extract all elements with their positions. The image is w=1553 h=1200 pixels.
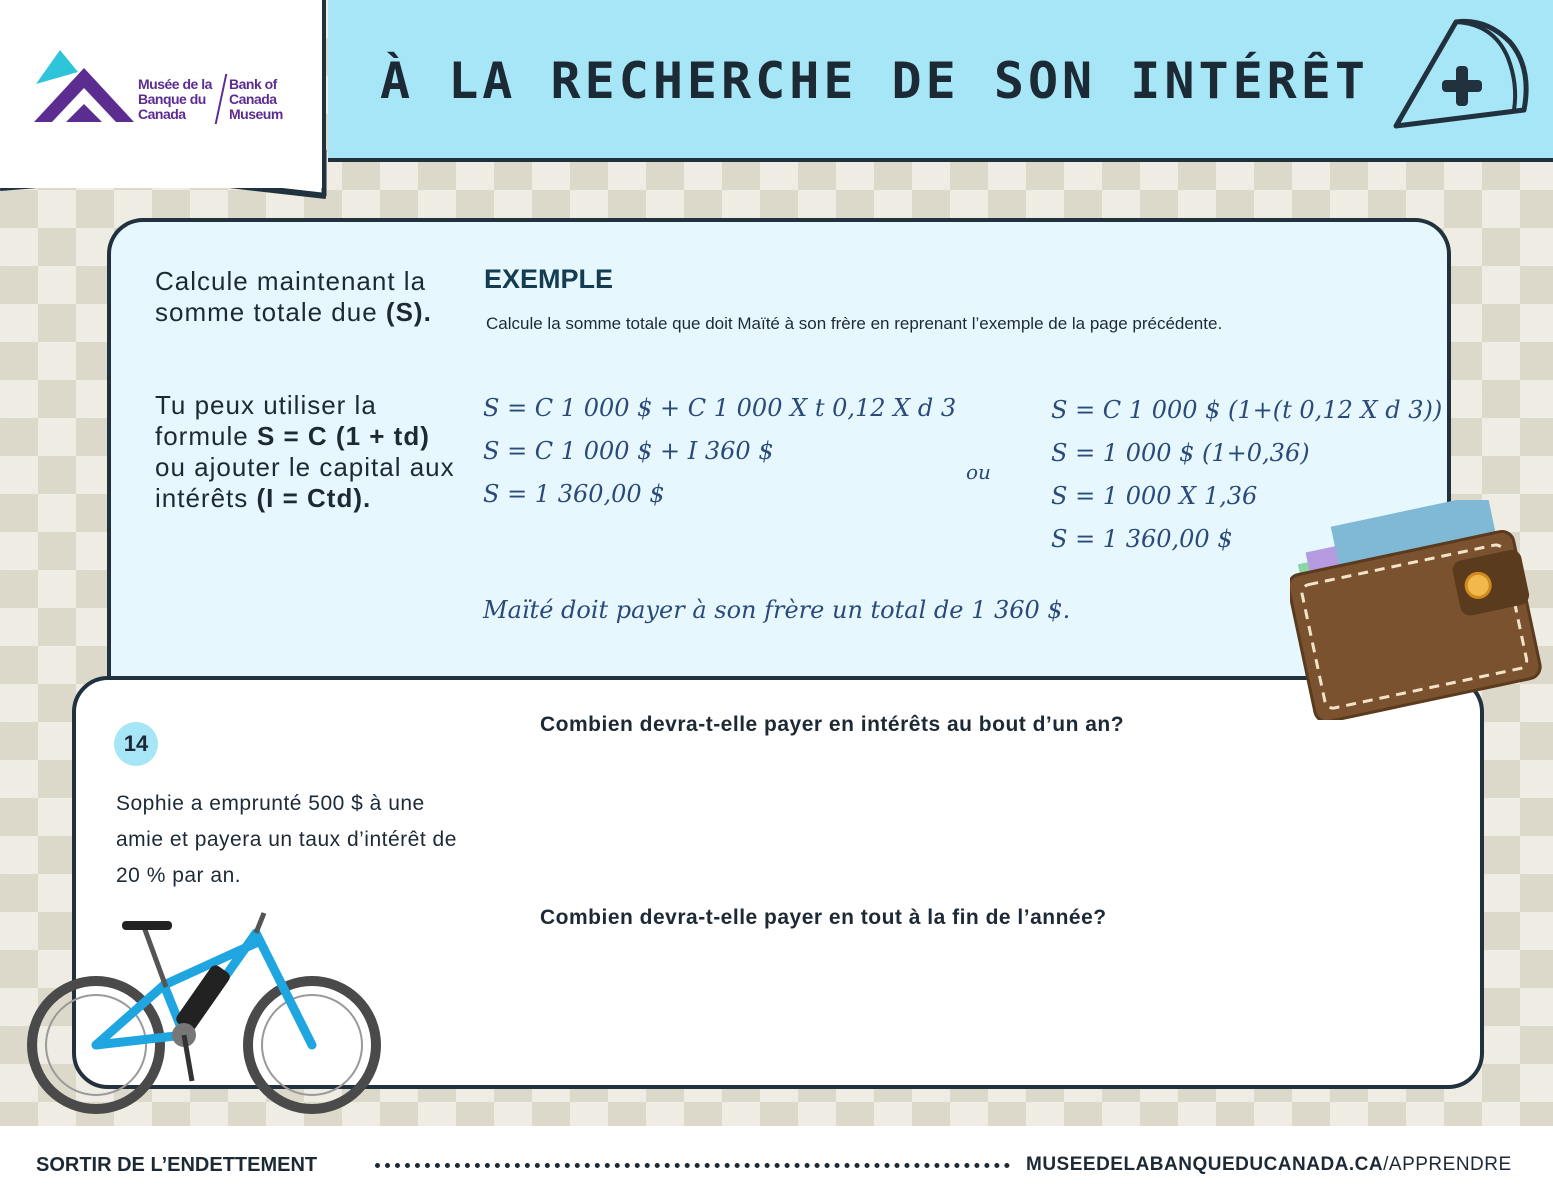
intro-total-sum-symbol: (S). — [385, 297, 432, 327]
page-title: À LA RECHERCHE DE SON INTÉRÊT — [380, 52, 1369, 110]
footer-section-title: SORTIR DE L’ENDETTEMENT — [36, 1154, 318, 1176]
intro-formula-or-text: ou ajouter le capital aux intérêts — [155, 452, 455, 513]
intro-formula-text: Tu peux utiliser la formule — [155, 390, 377, 451]
example-right-line: S = 1 360,00 $ — [1051, 525, 1233, 553]
question-number-badge: 14 — [114, 722, 158, 766]
example-right-line: S = C 1 000 $ (1+(t 0,12 X d 3)) — [1051, 396, 1443, 424]
example-right-line: S = 1 000 $ (1+0,36) — [1051, 439, 1310, 467]
plus-pizza-icon — [1386, 14, 1536, 136]
intro-formula — [155, 390, 455, 514]
logo-text-en: Bank of Canada Museum — [229, 76, 283, 122]
intro-total-sum — [155, 266, 455, 328]
example-heading: EXEMPLE — [484, 264, 614, 294]
question-interest: Combien devra-t-elle payer en intérêts au bout d’un an? — [540, 713, 1125, 736]
intro-formula-s: S = C (1 + td) — [256, 421, 430, 451]
example-conclusion: Maïté doit payer à son frère un total de 1 360 $. — [483, 596, 1071, 624]
bicycle-icon — [24, 905, 384, 1115]
example-left-line: S = 1 360,00 $ — [483, 480, 665, 508]
footer-dotted-leader — [375, 1163, 1010, 1168]
header-band — [328, 0, 1553, 162]
wallet-icon — [1290, 500, 1550, 720]
intro-total-sum-text: Calcule maintenant la somme totale due — [155, 266, 427, 327]
footer — [0, 1126, 1553, 1200]
example-right-line: S = 1 000 X 1,36 — [1051, 482, 1258, 510]
example-card — [107, 218, 1451, 718]
footer-url-domain: MUSEEDELABANQUEDUCANADA.CA — [1026, 1154, 1384, 1175]
example-instruction: Calcule la somme totale que doit Maïté à son frère en reprenant l’exemple de la page précédente. — [486, 314, 1223, 333]
logo-text-fr: Musée de la Banque du Canada — [138, 76, 212, 122]
logo-panel — [0, 0, 326, 188]
example-or-label: ou — [966, 460, 991, 484]
intro-formula-i: (I = Ctd). — [256, 483, 372, 513]
example-left-line: S = C 1 000 $ + C 1 000 X t 0,12 X d 3 — [483, 394, 957, 422]
museum-logo-mark — [32, 44, 138, 124]
footer-website-link[interactable] — [1026, 1154, 1512, 1176]
question-prompt: Sophie a emprunté 500 $ à une amie et payera un taux d’intérêt de 20 % par an. — [116, 792, 457, 887]
footer-url-path: /APPRENDRE — [1383, 1154, 1512, 1175]
question-total: Combien devra-t-elle payer en tout à la fin de l’année? — [540, 906, 1107, 929]
example-left-line: S = C 1 000 $ + I 360 $ — [483, 437, 774, 465]
